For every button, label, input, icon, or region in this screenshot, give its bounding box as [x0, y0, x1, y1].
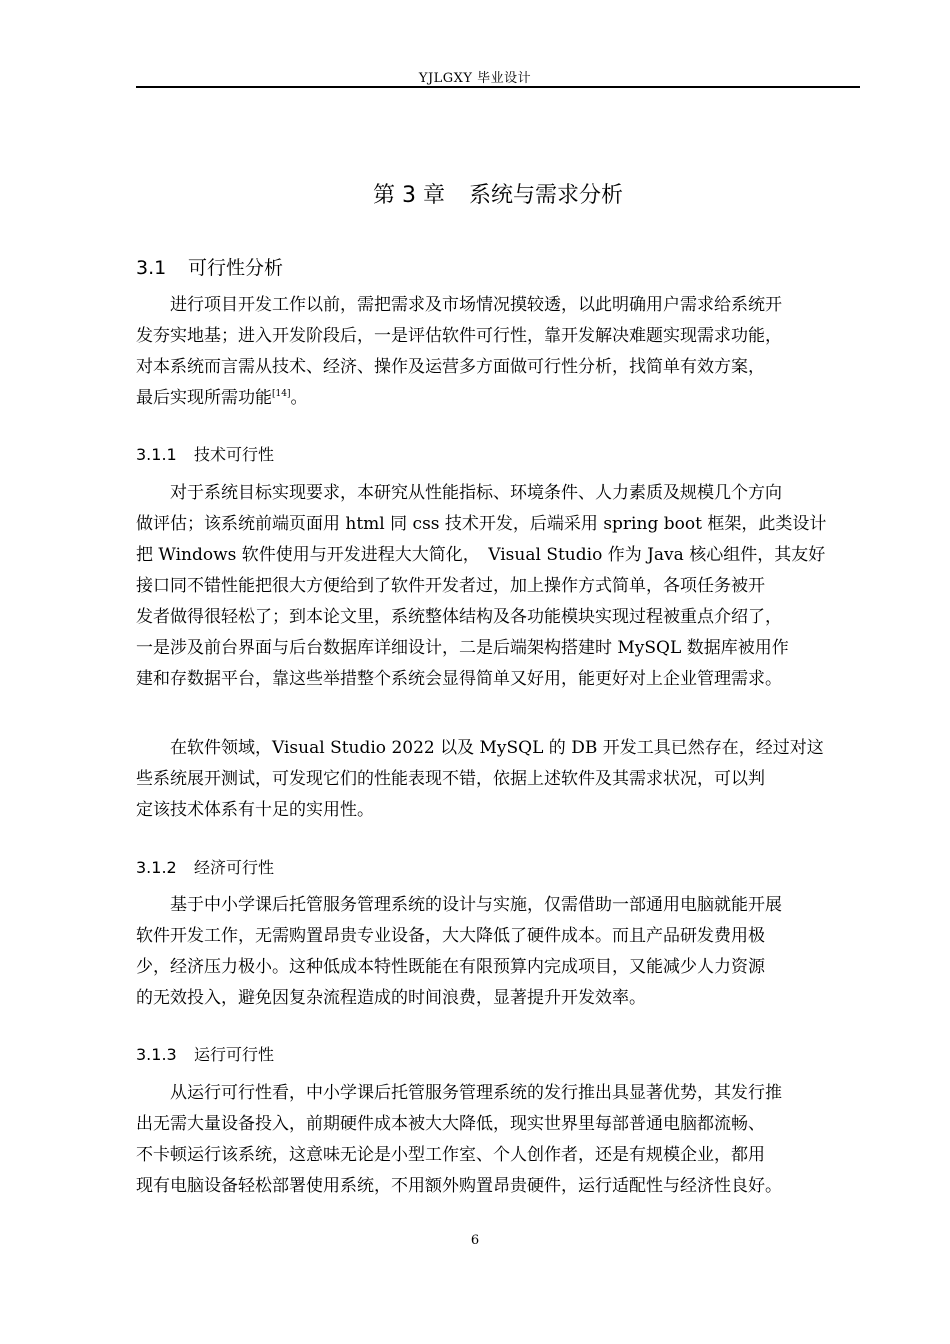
chapter-heading	[0, 178, 950, 209]
citation: [14]	[272, 389, 291, 399]
paragraph-line: 接口同不错性能把很大方便给到了软件开发者过，加上操作方式简单，各项任务被开	[136, 576, 765, 596]
paragraph-line: 些系统展开测试，可发现它们的性能表现不错，依据上述软件及其需求状况，可以判	[136, 769, 765, 789]
paragraph-line: 基于中小学课后托管服务管理系统的设计与实施，仅需借助一部通用电脑就能开展	[170, 895, 782, 915]
chapter-number: 第 3 章	[373, 183, 445, 208]
paragraph-line: 从运行可行性看，中小学课后托管服务管理系统的发行推出具显著优势，其发行推	[170, 1083, 782, 1103]
paragraph-line: 把 Windows 软件使用与开发进程大大简化， Visual Studio 作为 Java 核心组件，其友好	[136, 545, 826, 565]
paragraph-line: 不卡顿运行该系统，这意味无论是小型工作室、个人创作者，还是有规模企业，都用	[136, 1145, 765, 1165]
paragraph-line: 在软件领域，Visual Studio 2022 以及 MySQL 的 DB 开发工具已然存在，经过对这	[170, 738, 824, 758]
section-heading-3-1-1	[136, 442, 274, 465]
paragraph-line: 发者做得很轻松了；到本论文里，系统整体结构及各功能模块实现过程被重点介绍了，	[136, 607, 782, 627]
section-title: 经济可行性	[194, 858, 275, 877]
paragraph-3-1-2	[136, 890, 860, 1014]
chapter-title: 系统与需求分析	[468, 183, 623, 208]
paragraph-line: 发夯实地基；进入开发阶段后，一是评估软件可行性，靠开发解决难题实现需求功能，	[136, 326, 782, 346]
paragraph-line: 的无效投入，避免因复杂流程造成的时间浪费，显著提升开发效率。	[136, 988, 646, 1008]
paragraph-line: 做评估；该系统前端页面用 html 同 css 技术开发，后端采用 spring boot 框架，此类设计	[136, 514, 827, 534]
section-heading-3-1-3	[136, 1042, 274, 1065]
paragraph-3-1	[136, 290, 860, 414]
section-title: 可行性分析	[188, 257, 284, 279]
section-number: 3.1	[136, 257, 167, 279]
paragraph-line: 软件开发工作，无需购置昂贵专业设备，大大降低了硬件成本。而且产品研发费用极	[136, 926, 765, 946]
paragraph-line	[136, 383, 860, 414]
header-rule	[136, 86, 860, 88]
section-number: 3.1.3	[136, 1045, 177, 1064]
paragraph-3-1-3	[136, 1078, 860, 1202]
section-heading-3-1	[136, 253, 283, 280]
paragraph-line: 出无需大量设备投入，前期硬件成本被大大降低，现实世界里每部普通电脑都流畅、	[136, 1114, 765, 1134]
section-title: 运行可行性	[194, 1045, 275, 1064]
paragraph-line: 对于系统目标实现要求，本研究从性能指标、环境条件、人力素质及规模几个方向	[170, 483, 782, 503]
paragraph-line: 建和存数据平台，靠这些举措整个系统会显得简单又好用，能更好对上企业管理需求。	[136, 669, 782, 689]
section-heading-3-1-2	[136, 855, 274, 878]
paragraph-3-1-1-a	[136, 478, 860, 695]
paragraph-3-1-1-b	[136, 733, 860, 826]
paragraph-line: 进行项目开发工作以前，需把需求及市场情况摸较透，以此明确用户需求给系统开	[170, 295, 782, 315]
paragraph-line: 对本系统而言需从技术、经济、操作及运营多方面做可行性分析，找简单有效方案，	[136, 357, 765, 377]
section-title: 技术可行性	[194, 445, 275, 464]
page-number: 6	[470, 1233, 480, 1248]
paragraph-line: 现有电脑设备轻松部署使用系统，不用额外购置昂贵硬件，运行适配性与经济性良好。	[136, 1176, 782, 1196]
paragraph-line: 一是涉及前台界面与后台数据库详细设计，二是后端架构搭建时 MySQL 数据库被用作	[136, 638, 789, 658]
section-number: 3.1.2	[136, 858, 177, 877]
running-header: YJLGXY 毕业设计	[418, 71, 532, 86]
section-number: 3.1.1	[136, 445, 177, 464]
paragraph-line: 少，经济压力极小。这种低成本特性既能在有限预算内完成项目，又能减少人力资源	[136, 957, 765, 977]
paragraph-end-punct: 。	[290, 388, 308, 408]
paragraph-line-text: 最后实现所需功能	[136, 388, 272, 408]
paragraph-line: 定该技术体系有十足的实用性。	[136, 800, 374, 820]
